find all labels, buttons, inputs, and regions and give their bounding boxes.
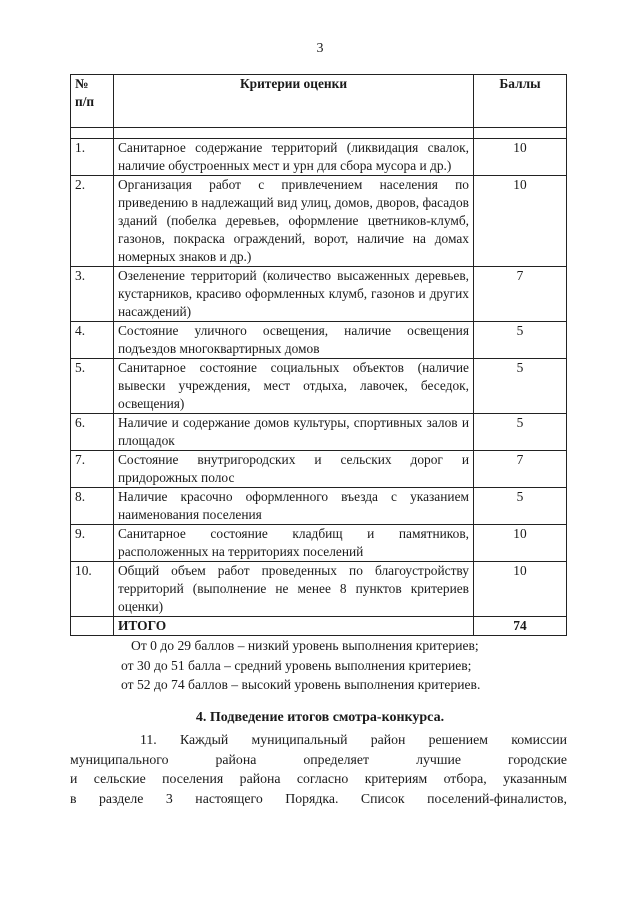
total-label: ИТОГО: [114, 617, 474, 636]
row-criteria: Санитарное состояние кладбищ и памятников, расположенных на территориях поселений: [114, 525, 474, 562]
row-criteria: Наличие и содержание домов культуры, спортивных залов и площадок: [114, 414, 474, 451]
paragraph-line: в разделе 3 настоящего Порядка. Список поселений-финалистов,: [70, 790, 567, 806]
header-score: Баллы: [474, 75, 567, 128]
total-num-cell: [71, 617, 114, 636]
section-heading: 4. Подведение итогов смотра-конкурса.: [195, 710, 445, 725]
row-criteria: Организация работ с привлечением населения по приведению в надлежащий вид улиц, домов, дворов, фасадов зданий (побелка деревьев, оформление цветников-клумб, газонов, покраска ограждений, ворот, наличие на домах номерных знаков и др.): [114, 176, 474, 267]
total-row: [71, 617, 567, 636]
range-high: от 52 до 74 баллов – высокий уровень выполнения критериев.: [121, 677, 481, 692]
score-ranges: [0, 636, 640, 695]
row-num: 9.: [71, 525, 114, 562]
row-criteria: Наличие красочно оформленного въезда с указанием наименования поселения: [114, 488, 474, 525]
row-num: 4.: [71, 322, 114, 359]
table-row: [71, 562, 567, 617]
range-low: От 0 до 29 баллов – низкий уровень выполнения критериев;: [131, 638, 479, 653]
row-criteria: Озеленение территорий (количество высаженных деревьев, кустарников, красиво оформленных клумб, газонов и других насаждений): [114, 267, 474, 322]
page-number: 3: [316, 41, 324, 56]
row-score: 7: [474, 267, 567, 322]
table-row: [71, 451, 567, 488]
row-score: 5: [474, 488, 567, 525]
table-row: [71, 267, 567, 322]
table-row: [71, 139, 567, 176]
header-criteria: Критерии оценки: [114, 75, 474, 128]
paragraph-line: муниципального района определяет лучшие городские: [70, 751, 567, 767]
paragraph-line: 11. Каждый муниципальный район решением комиссии: [140, 732, 567, 747]
row-score: 10: [474, 562, 567, 617]
table-row: [71, 488, 567, 525]
section-paragraph: [70, 730, 567, 808]
total-score: 74: [474, 617, 567, 636]
row-score: 5: [474, 359, 567, 414]
table-spacer-row: [71, 128, 567, 139]
table-header-row: [71, 75, 567, 128]
row-num: 1.: [71, 139, 114, 176]
row-criteria: Состояние уличного освещения, наличие освещения подъездов многоквартирных домов: [114, 322, 474, 359]
row-criteria: Санитарное состояние социальных объектов (наличие вывески учреждения, мест отдыха, лавочек, беседок, освещения): [114, 359, 474, 414]
row-num: 5.: [71, 359, 114, 414]
criteria-table: [70, 74, 567, 636]
range-medium: от 30 до 51 балла – средний уровень выполнения критериев;: [121, 657, 472, 673]
row-num: 3.: [71, 267, 114, 322]
row-score: 10: [474, 176, 567, 267]
table-row: [71, 525, 567, 562]
row-num: 7.: [71, 451, 114, 488]
row-score: 10: [474, 139, 567, 176]
table-row: [71, 322, 567, 359]
row-criteria: Состояние внутригородских и сельских дорог и придорожных полос: [114, 451, 474, 488]
table-row: [71, 176, 567, 267]
row-score: 5: [474, 414, 567, 451]
row-criteria: Общий объем работ проведенных по благоустройству территорий (выполнение не менее 8 пунктов критериев оценки): [114, 562, 474, 617]
row-num: 2.: [71, 176, 114, 267]
row-score: 10: [474, 525, 567, 562]
table-row: [71, 414, 567, 451]
row-score: 7: [474, 451, 567, 488]
row-num: 6.: [71, 414, 114, 451]
row-score: 5: [474, 322, 567, 359]
paragraph-line: и сельские поселения района согласно критериям отбора, указанным: [70, 771, 567, 786]
row-criteria: Санитарное содержание территорий (ликвидация свалок, наличие обустроенных мест и урн для сбора мусора и др.): [114, 139, 474, 176]
table-row: [71, 359, 567, 414]
header-num: № п/п: [71, 75, 114, 128]
row-num: 8.: [71, 488, 114, 525]
row-num: 10.: [71, 562, 114, 617]
